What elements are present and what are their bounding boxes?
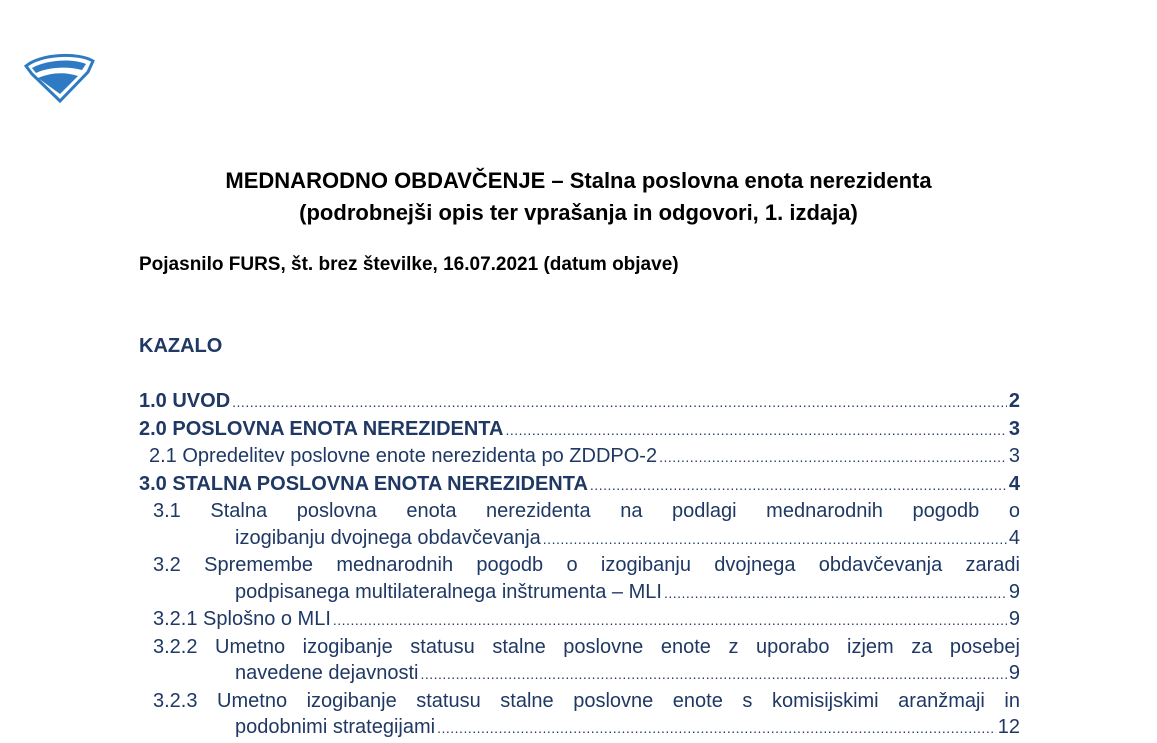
toc-entry-title-line-2: podobnimi strategijami [235, 716, 436, 738]
toc-entry[interactable] [139, 388, 1020, 416]
toc-entry[interactable] [139, 498, 1020, 552]
toc-entry-title-line-1: 3.2.2 Umetno izogibanje statusu stalne poslovne enote z uporabo izjem za posebej [153, 635, 1020, 658]
toc-entry-title: 3.2.1 Splošno o MLI [153, 608, 331, 630]
toc-entry-title: 2.0 POSLOVNA ENOTA NEREZIDENTA [139, 417, 504, 440]
toc-entry[interactable] [139, 688, 1020, 742]
toc-entry-title-line-1: 3.2 Spremembe mednarodnih pogodb o izogibanju dvojnega obdavčevanja zaradi [153, 554, 1020, 576]
title-line-2: (podrobnejši opis ter vprašanja in odgovori, 1. izdaja) [299, 200, 858, 225]
toc-entry-title-line-2: podpisanega multilateralnega inštrumenta – MLI [235, 580, 662, 603]
toc-entry-page: 3 [1008, 445, 1020, 467]
toc-entry-title: 2.1 Opredelitev poslovne enote nerezidenta po ZDDPO-2 [149, 445, 658, 467]
toc-entry-page: 4 [1008, 526, 1020, 549]
title-line-1: MEDNARODNO OBDAVČENJE – Stalna poslovna enota nerezidenta [225, 168, 932, 193]
toc-entry[interactable] [139, 634, 1020, 688]
toc-entry-page: 9 [1008, 608, 1020, 630]
document-subtitle: Pojasnilo FURS, št. brez številke, 16.07.2021 (datum objave) [139, 254, 679, 275]
toc-entry-page: 12 [997, 716, 1020, 738]
toc-entry[interactable] [139, 471, 1020, 499]
toc-entry-title: 3.0 STALNA POSLOVNA ENOTA NEREZIDENTA [139, 472, 588, 495]
toc-entry[interactable] [139, 606, 1020, 634]
toc-entry-page: 4 [1008, 472, 1020, 495]
document-title [0, 165, 1157, 229]
toc-entry-title: 1.0 UVOD [139, 390, 231, 412]
toc-entry[interactable] [139, 443, 1020, 471]
toc-entry[interactable] [139, 552, 1020, 606]
toc-entry-page: 2 [1008, 390, 1020, 412]
toc-entry-title-line-2: navedene dejavnosti [235, 662, 419, 684]
table-of-contents [139, 388, 1020, 742]
toc-entry-title-line-1: 3.1 Stalna poslovna enota nerezidenta na podlagi mednarodnih pogodb o [153, 500, 1020, 522]
toc-entry-page: 9 [1008, 580, 1020, 603]
toc-entry-title-line-1: 3.2.3 Umetno izogibanje statusu stalne poslovne enote s komisijskimi aranžmaji in [153, 689, 1020, 712]
toc-heading: KAZALO [139, 335, 223, 357]
sd-logo-icon [22, 48, 96, 104]
toc-entry-page: 9 [1008, 662, 1020, 684]
toc-entry-page: 3 [1008, 417, 1020, 440]
toc-entry[interactable] [139, 416, 1020, 444]
toc-entry-title-line-2: izogibanju dvojnega obdavčevanja [235, 526, 541, 549]
